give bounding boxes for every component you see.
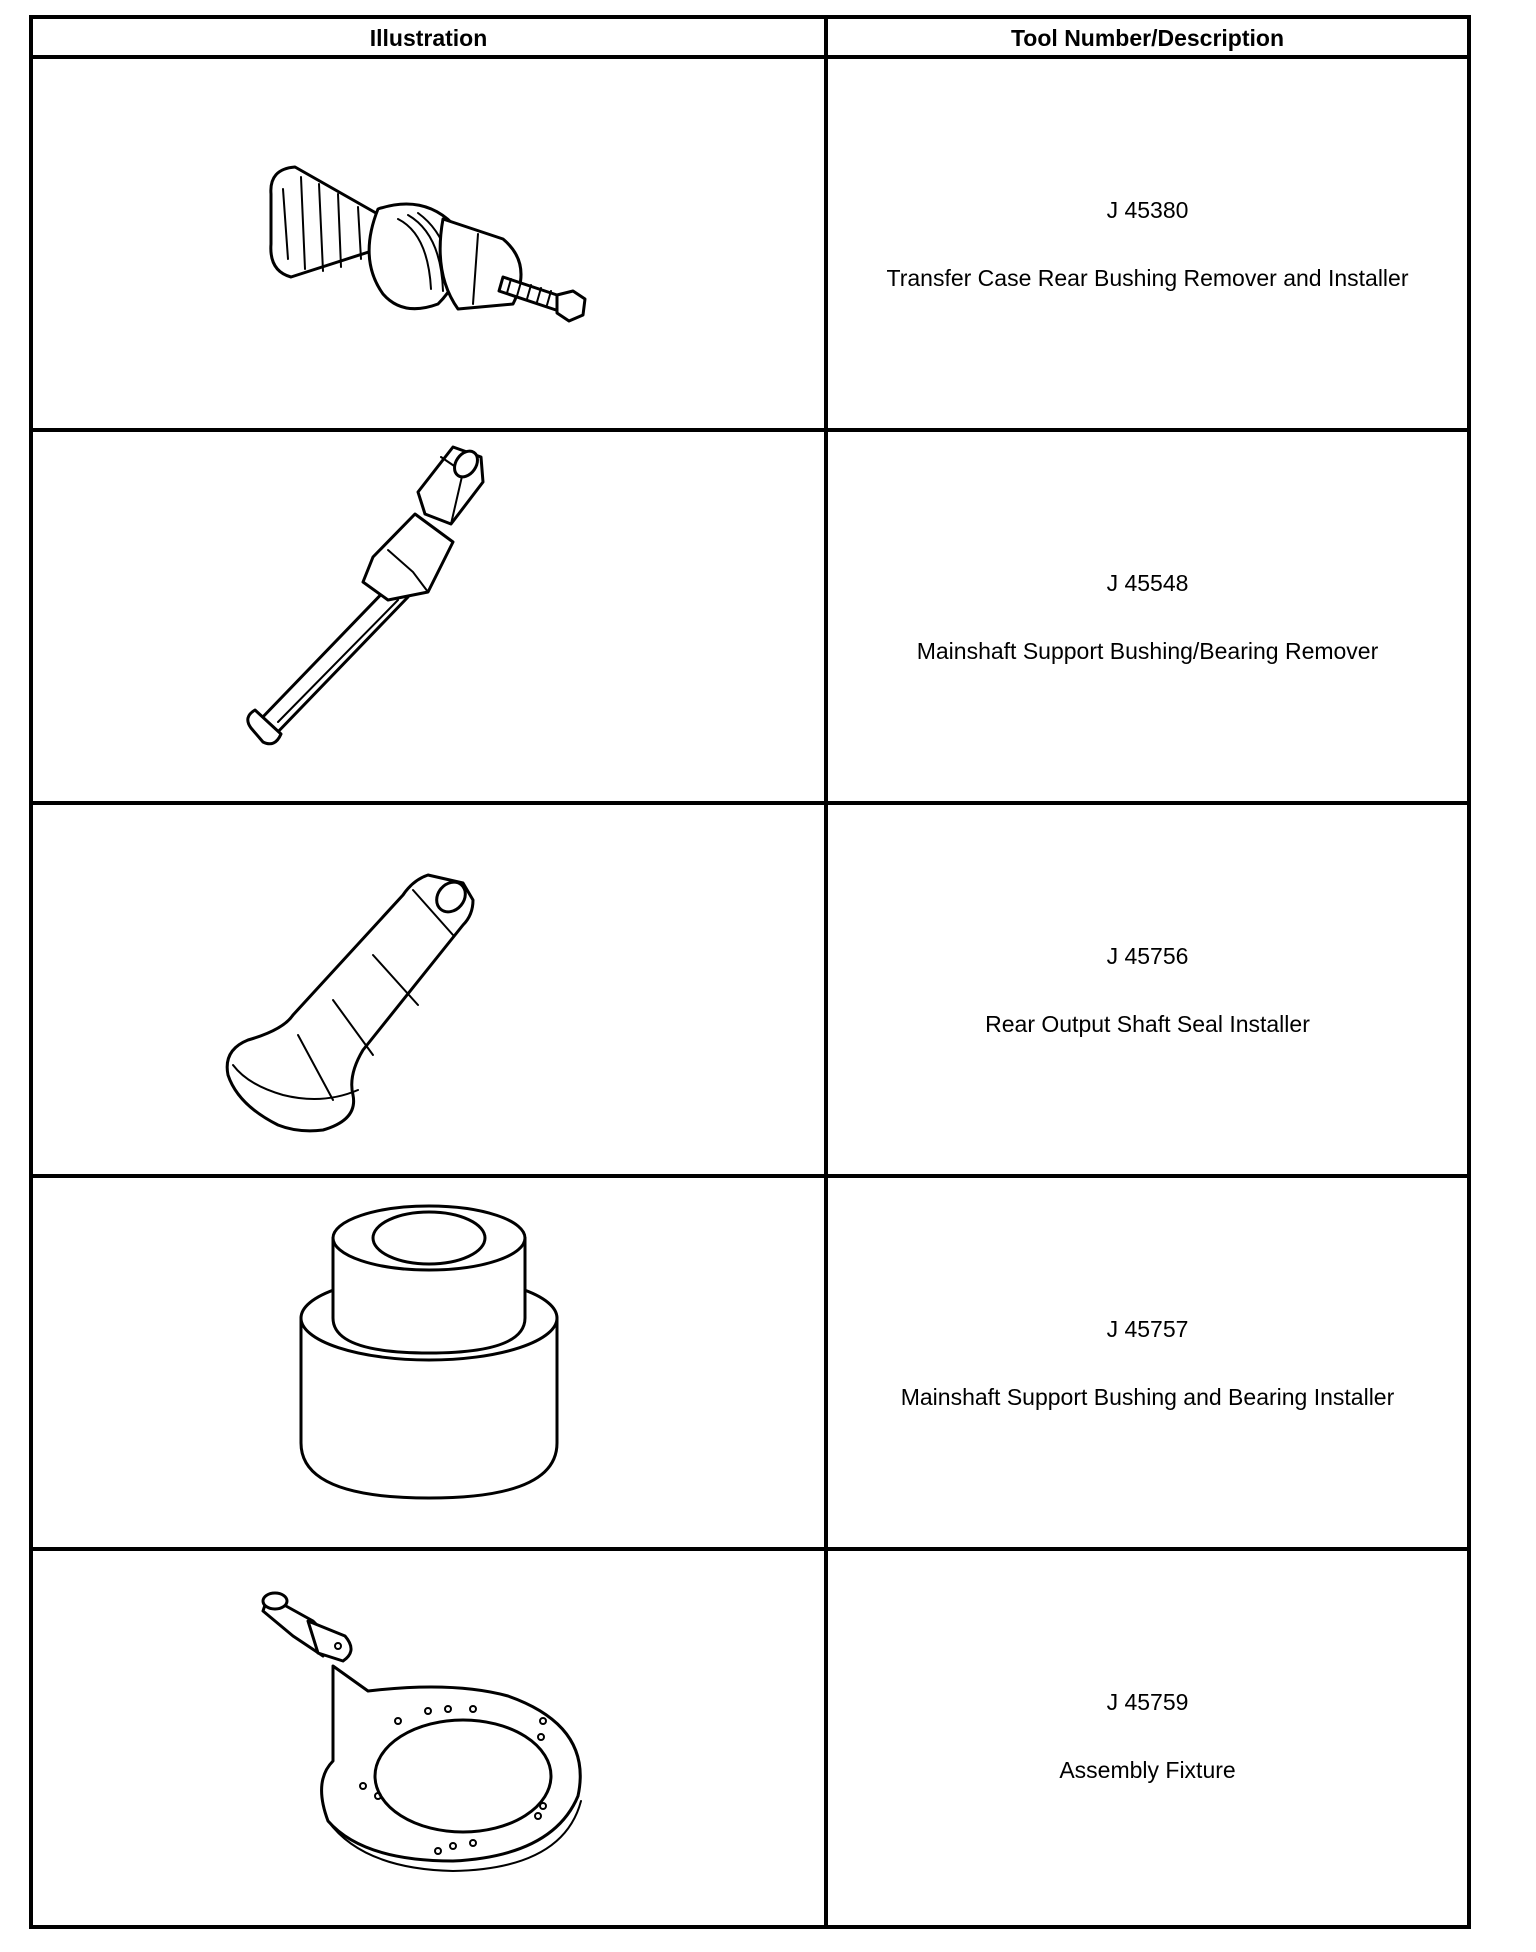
- table-row-description: [828, 59, 1467, 428]
- table-row-description: [828, 805, 1467, 1174]
- tool-description: Rear Output Shaft Seal Installer: [985, 1010, 1310, 1037]
- header-illustration: Illustration: [369, 24, 488, 51]
- table-row-description: [828, 1178, 1467, 1547]
- tool-number: J 45759: [1106, 1688, 1189, 1715]
- tool-description: Mainshaft Support Bushing/Bearing Remover: [916, 637, 1379, 664]
- tool-number: J 45757: [1106, 1315, 1189, 1342]
- tool-number: J 45548: [1106, 569, 1189, 596]
- tool-number: J 45756: [1106, 942, 1189, 969]
- tool-description: Transfer Case Rear Bushing Remover and Installer: [886, 264, 1409, 291]
- header-tool-number-description: Tool Number/Description: [1010, 24, 1285, 51]
- table-row-description: [828, 432, 1467, 801]
- tool-description: Mainshaft Support Bushing and Bearing Installer: [900, 1383, 1395, 1410]
- tool-number: J 45380: [1106, 196, 1189, 223]
- table-row-description: [828, 1551, 1467, 1920]
- bushing-bearing-remover-icon: [33, 432, 824, 801]
- table-row-illustration: [33, 59, 824, 428]
- table-row-illustration: [33, 1178, 824, 1547]
- table-row-illustration: [33, 805, 824, 1174]
- table-row-illustration: [33, 1551, 824, 1920]
- assembly-fixture-icon: [33, 1551, 824, 1920]
- table-row-illustration: [33, 432, 824, 801]
- bushing-remover-installer-icon: [33, 59, 824, 428]
- tool-description: Assembly Fixture: [1059, 1756, 1236, 1783]
- seal-installer-icon: [33, 805, 824, 1174]
- bushing-bearing-installer-icon: [33, 1178, 824, 1547]
